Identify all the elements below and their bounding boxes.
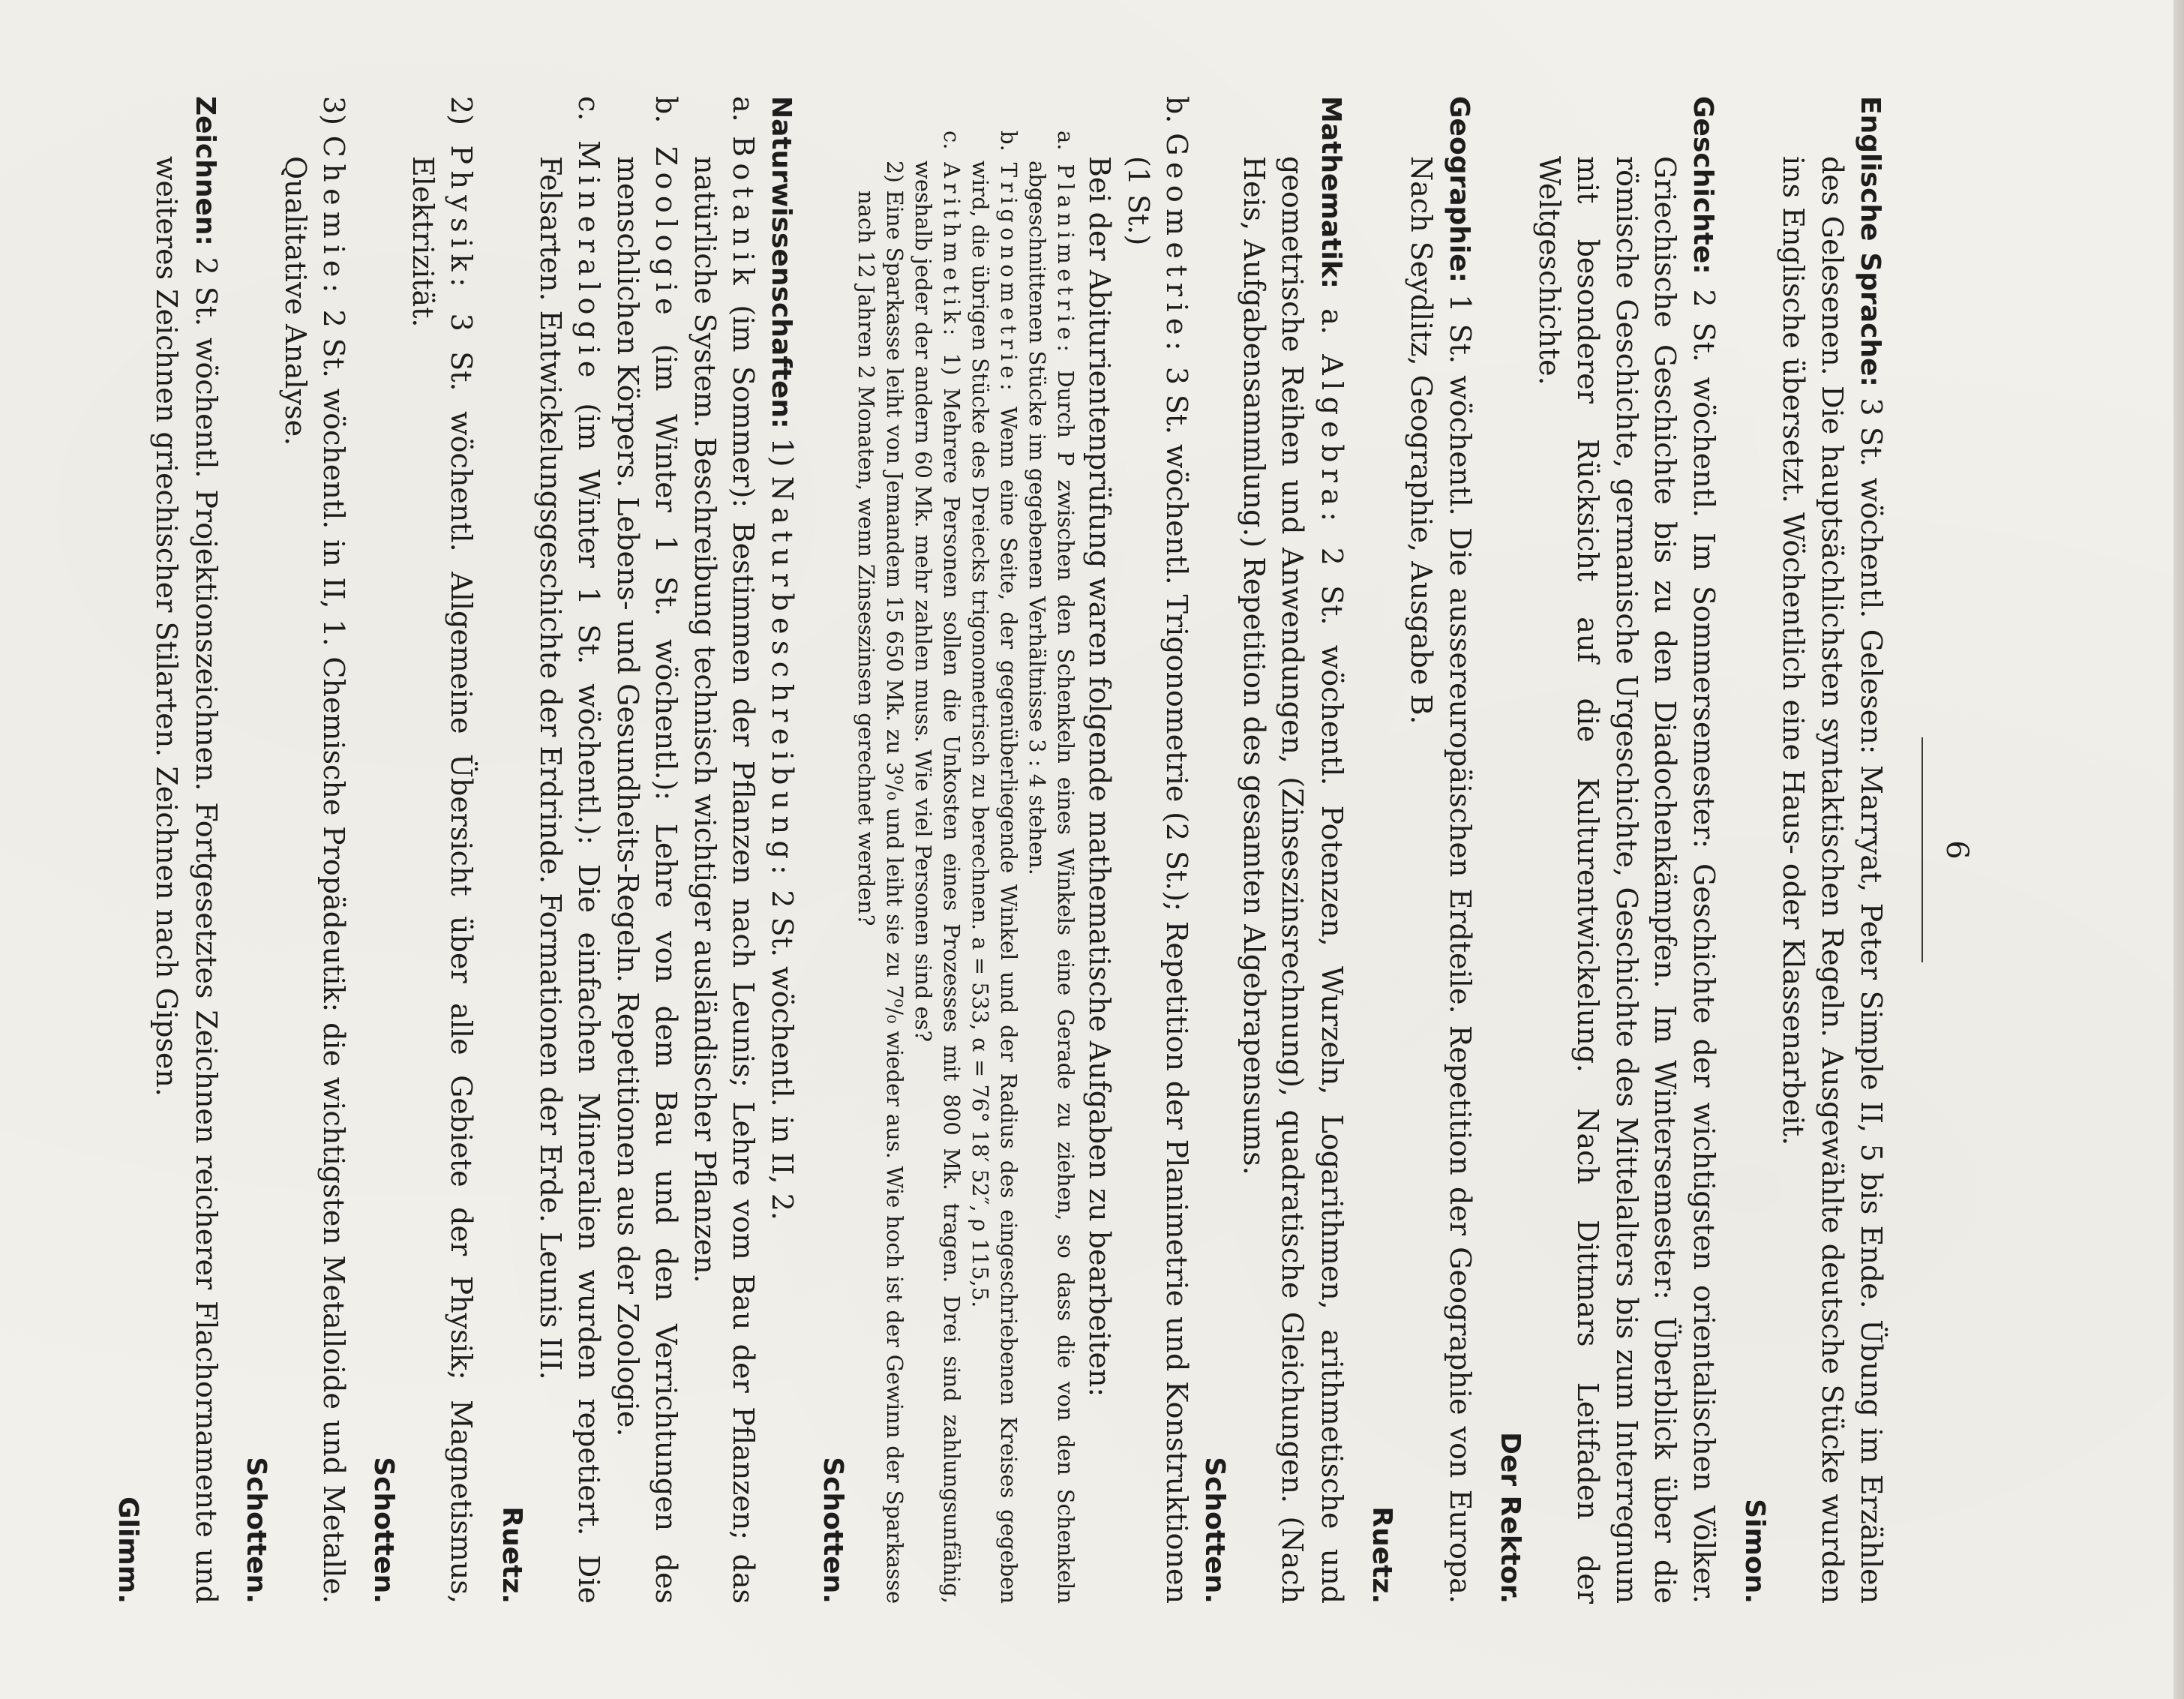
task-item	[1023, 131, 1080, 1604]
section-heading: Zeichnen:	[189, 96, 220, 246]
task-prefix: c.	[938, 131, 964, 150]
signature: Schotten.	[817, 1457, 848, 1604]
section-heading: Englische Sprache:	[1855, 96, 1886, 387]
section-text: 3 St. wöchentl. Trigonometrie (2 St.); Repetition der Planimetrie und Konstruktionen (1 St.)	[1121, 156, 1194, 1604]
item-prefix: b.	[650, 96, 683, 124]
signature: Schotten.	[368, 1457, 400, 1604]
task-text: 2) Eine Sparkasse leiht von Jemandem 15 650 Mk. zu 3⁰/₀ und leiht sie zu 7⁰/₀ wieder aus. Wie hoch ist der Gewinn der Sparkasse nach 12 Jahren 2 Monaten, wenn Zinseszinsen gerechnet werden?	[853, 161, 908, 1604]
item-label: Chemie:	[317, 135, 350, 299]
page-number: 6	[1940, 840, 1974, 860]
item-label: Geometrie:	[1160, 133, 1194, 357]
signature: Glimm.	[112, 1496, 143, 1604]
task-text: Durch P zwischen den Schenkeln eines Winkels eine Gerade zu ziehen, so dass die von den Schenkeln abgeschnittenen Stücke im gegebenen Verhältnisse 3 : 4 stehen.	[1024, 161, 1078, 1604]
signature: Ruetz.	[496, 1506, 527, 1604]
item-label: Naturbeschreibung:	[766, 476, 800, 881]
section-englische-sprache	[1774, 96, 1890, 1604]
item-prefix: a.	[727, 96, 760, 122]
section-text: 2 St. wöchentl. Projektionszeichnen. Fortgesetztes Zeichnen reicherer Flachornamente und weiteres Zeichnen griechischer Stilarten. Zeichnen nach Gipsen.	[150, 156, 223, 1604]
task-label: Planimetrie:	[1052, 164, 1078, 357]
section-text: 3 St. wöchentl. Gelesen: Marryat, Peter Simple II, 5 bis Ende. Übung im Erzählen des Gelesenen. Die hauptsächlichsten syntaktischen Regeln. Ausgewählte deutsche Stücke wurden ins Englische übersetzt. Wöchentlich eine Haus- oder Klassenarbeit.	[1777, 156, 1888, 1604]
signature: Ruetz.	[1366, 1506, 1398, 1604]
section-geschichte	[1529, 96, 1723, 1604]
task-prefix: b.	[995, 131, 1022, 152]
task-item	[966, 131, 1023, 1604]
task-text: 1) Mehrere Personen sollen die Unkosten eines Prozesses mit 800 Mk. tragen. Drei sind zahlungsunfähig, weshalb jeder der andern 60 Mk. mehr zahlen muss. Wie viel Personen sind es?	[910, 161, 964, 1604]
item-text: 3 St. wöchentl. Allgemeine Übersicht über alle Gebiete der Physik; Magnetismus, Elektrizität.	[406, 156, 478, 1604]
natur-item-zoologie	[608, 96, 685, 1604]
section-mathematik	[1234, 96, 1351, 1604]
signature: Schotten.	[1199, 1457, 1231, 1604]
item-label: Algebra:	[1315, 354, 1348, 528]
signature: Schotten.	[241, 1457, 272, 1604]
natur-chemie	[275, 96, 352, 1604]
task-item	[852, 131, 909, 1604]
section-text: 2 St. wöchentl. in II, 2.	[766, 890, 800, 1220]
section-naturwissenschaften	[762, 96, 801, 1604]
item-label: Mineralogie	[572, 140, 606, 384]
task-text: Wenn eine Seite, der gegenüberliegende Winkel und der Radius des eingeschriebenen Kreises gegeben wird, die übrigen Stücke des Dreiecks trigonometrisch zu berechnen. a = 533, α = 76° 18′ 52″, ρ 115,5.	[967, 161, 1022, 1604]
mathematik-geometrie	[1118, 96, 1196, 1604]
natur-item-mineralogie	[531, 96, 608, 1604]
section-text: 1 St. wöchentl. Die aussereuropäischen Erdteile. Repetition der Geographie von Europa. Nach Seydlitz, Geographie, Ausgabe B.	[1404, 156, 1477, 1604]
signature: Der Rektor.	[1495, 1432, 1526, 1604]
item-label: Physik:	[445, 145, 478, 294]
task-item	[909, 131, 966, 1604]
header-rule	[1922, 737, 1923, 962]
section-heading: Geschichte:	[1688, 96, 1719, 275]
natur-item-botanik	[685, 96, 762, 1604]
document-body	[109, 96, 1890, 1604]
item-text: (im Sommer): Bestimmen der Pflanzen nach Leunis; Lehre vom Bau der Pflanzen; das natürliche System. Beschreibung technisch wichtiger ausländischer Pflanzen.	[688, 156, 760, 1604]
item-prefix: c.	[572, 96, 606, 122]
item-prefix: 3)	[317, 96, 350, 126]
signature: Simon.	[1738, 1499, 1770, 1604]
abitur-tasks	[852, 96, 1080, 1604]
section-geographie	[1401, 96, 1479, 1604]
section-text: 2 St. wöchentl. Potenzen, Wurzeln, Logarithmen, arithmetische und geometrische Reihen und Anwendungen, (Zinseszinsrechnung), quadratische Gleichungen. (Nach Heis, Aufgabensammlung.) Repetition des gesamten Algebrapensums.	[1237, 156, 1348, 1604]
section-zeichnen	[147, 96, 225, 1604]
section-heading: Naturwissenschaften:	[766, 96, 797, 429]
item-prefix: b.	[1160, 96, 1194, 124]
task-label: Arithmetik:	[938, 162, 964, 341]
rotated-document-page	[0, 96, 1980, 1604]
item-label: Botanik	[727, 136, 760, 292]
natur-physik	[403, 96, 480, 1604]
section-text: 2 St. wöchentl. Im Sommersemester: Geschichte der wichtigsten orientalischen Völker. Griechische Geschichte bis zu den Diadochenkämpfen. Im Wintersemester: Überblick über die römische Geschichte, germanische Urgeschichte, Geschichte des Mittelalters bis zum Interregnum mit besonderer Rücksicht auf die Kulturentwickelung. Nach Dittmars Leitfaden der Weltgeschichte.	[1532, 156, 1721, 1604]
task-label: Trigonometrie:	[995, 162, 1022, 396]
scan-edge-shadow	[2174, 0, 2184, 1699]
item-text: (im Winter 1 St. wöchentl.): Die einfachen Mineralien wurden repetiert. Die Felsarten. Entwickelungsgeschichte der Erdrinde. Formationen der Erde. Leunis III.	[534, 156, 606, 1604]
task-prefix: a.	[1052, 131, 1078, 151]
section-heading: Geographie:	[1443, 96, 1474, 284]
item-prefix: 1)	[766, 437, 800, 467]
abitur-intro: Bei der Abiturientenprüfung waren folgende mathematische Aufgaben zu bearbeiten:	[1083, 156, 1117, 1397]
item-text: (im Winter 1 St. wöchentl.): Lehre von dem Bau und den Verrichtungen des menschlichen Körpers. Lebens- und Gesundheits-Regeln. Repetitionen aus der Zoologie.	[610, 156, 683, 1604]
item-prefix: a.	[1315, 308, 1348, 335]
item-prefix: 2)	[445, 96, 478, 126]
section-heading: Mathematik:	[1315, 96, 1346, 290]
item-label: Zoologie	[650, 146, 683, 321]
item-text: 2 St. wöchentl. in II, 1. Chemische Propädeutik: die wichtigsten Metalloide und Metalle. Qualitative Analyse.	[278, 156, 350, 1604]
